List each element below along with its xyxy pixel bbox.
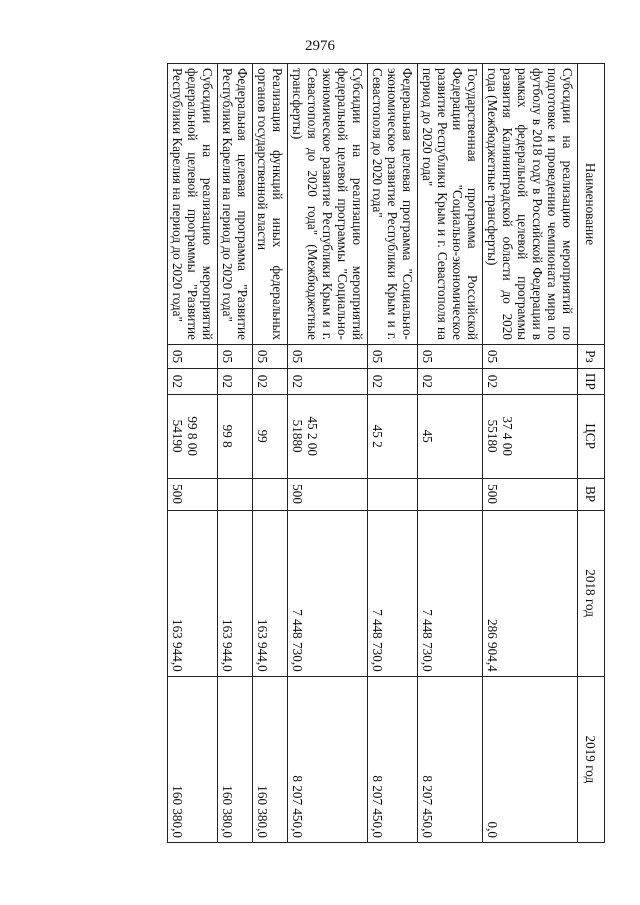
row-name: Субсидии на реализацию мероприятий федеральной целевой программы "Социально-экономическое развитие Республики Крым и г. Севастополя до 2020 года" (Межбюджетные трансферты) xyxy=(288,64,368,345)
row-vr: 500 xyxy=(288,478,368,510)
row-2018: 7 448 730,0 xyxy=(288,510,368,676)
table-row xyxy=(253,64,288,843)
row-2018: 163 944,0 xyxy=(168,510,218,676)
header-csr: ЦСР xyxy=(578,394,605,478)
row-vr xyxy=(253,478,288,510)
table-row xyxy=(418,64,483,843)
row-2019: 0,0 xyxy=(483,676,578,842)
row-vr: 500 xyxy=(483,478,578,510)
header-rz: Рз xyxy=(578,344,605,368)
table-row xyxy=(483,64,578,843)
row-name: Государственная программа Российской Федерации "Социально-экономическое развитие Республики Крым и г. Севастополя на период до 2020 года" xyxy=(418,64,483,345)
budget-table xyxy=(167,63,605,843)
header-pr: ПР xyxy=(578,368,605,394)
row-csr: 99 xyxy=(253,394,288,478)
row-pr: 02 xyxy=(418,368,483,394)
row-csr: 45 2 00 51880 xyxy=(288,394,368,478)
header-2019: 2019 год xyxy=(578,676,605,842)
row-csr: 37 4 00 55180 xyxy=(483,394,578,478)
row-rz: 05 xyxy=(483,344,578,368)
row-rz: 05 xyxy=(368,344,418,368)
header-name: Наименование xyxy=(578,64,605,345)
row-pr: 02 xyxy=(368,368,418,394)
row-2018: 7 448 730,0 xyxy=(418,510,483,676)
row-csr: 45 xyxy=(418,394,483,478)
table-row xyxy=(218,64,253,843)
row-csr: 45 2 xyxy=(368,394,418,478)
row-2018: 7 448 730,0 xyxy=(368,510,418,676)
row-vr xyxy=(418,478,483,510)
rotated-budget-table-page xyxy=(65,63,605,843)
row-name: Федеральная целевая программа "Развитие Республики Карелия на период до 2020 года" xyxy=(218,64,253,345)
row-rz: 05 xyxy=(418,344,483,368)
row-name: Субсидии на реализацию мероприятий федеральной целевой программы "Развитие Республики Карелия на период до 2020 года" xyxy=(168,64,218,345)
row-vr: 500 xyxy=(168,478,218,510)
page-number: 2976 xyxy=(305,38,335,54)
row-2019: 8 207 450,0 xyxy=(288,676,368,842)
row-2018: 163 944,0 xyxy=(253,510,288,676)
row-vr xyxy=(218,478,253,510)
row-pr: 02 xyxy=(218,368,253,394)
row-pr: 02 xyxy=(483,368,578,394)
table-row xyxy=(368,64,418,843)
row-2018: 163 944,0 xyxy=(218,510,253,676)
row-rz: 05 xyxy=(253,344,288,368)
row-rz: 05 xyxy=(168,344,218,368)
row-name: Федеральная целевая программа "Социально-экономическое развитие Республики Крым и г. Севастополя до 2020 года" xyxy=(368,64,418,345)
table-row xyxy=(168,64,218,843)
row-name: Реализация функций иных федеральных органов государственной власти xyxy=(253,64,288,345)
row-2019: 160 380,0 xyxy=(253,676,288,842)
row-2019: 160 380,0 xyxy=(218,676,253,842)
row-pr: 02 xyxy=(253,368,288,394)
row-vr xyxy=(368,478,418,510)
row-pr: 02 xyxy=(168,368,218,394)
header-2018: 2018 год xyxy=(578,510,605,676)
row-2019: 8 207 450,0 xyxy=(368,676,418,842)
row-csr: 99 8 00 54190 xyxy=(168,394,218,478)
row-2018: 286 904,4 xyxy=(483,510,578,676)
row-2019: 8 207 450,0 xyxy=(418,676,483,842)
table-row xyxy=(288,64,368,843)
header-vr: ВР xyxy=(578,478,605,510)
table-header-row xyxy=(578,64,605,843)
row-rz: 05 xyxy=(218,344,253,368)
row-2019: 160 380,0 xyxy=(168,676,218,842)
row-csr: 99 8 xyxy=(218,394,253,478)
row-pr: 02 xyxy=(288,368,368,394)
row-rz: 05 xyxy=(288,344,368,368)
row-name: Субсидии на реализацию мероприятий по подготовке и проведению чемпионата мира по футболу в 2018 году в Российской Федерации в рамках федеральной целевой программы развития Калининградской области до 2020 года (Межбюджетные трансферты) xyxy=(483,64,578,345)
